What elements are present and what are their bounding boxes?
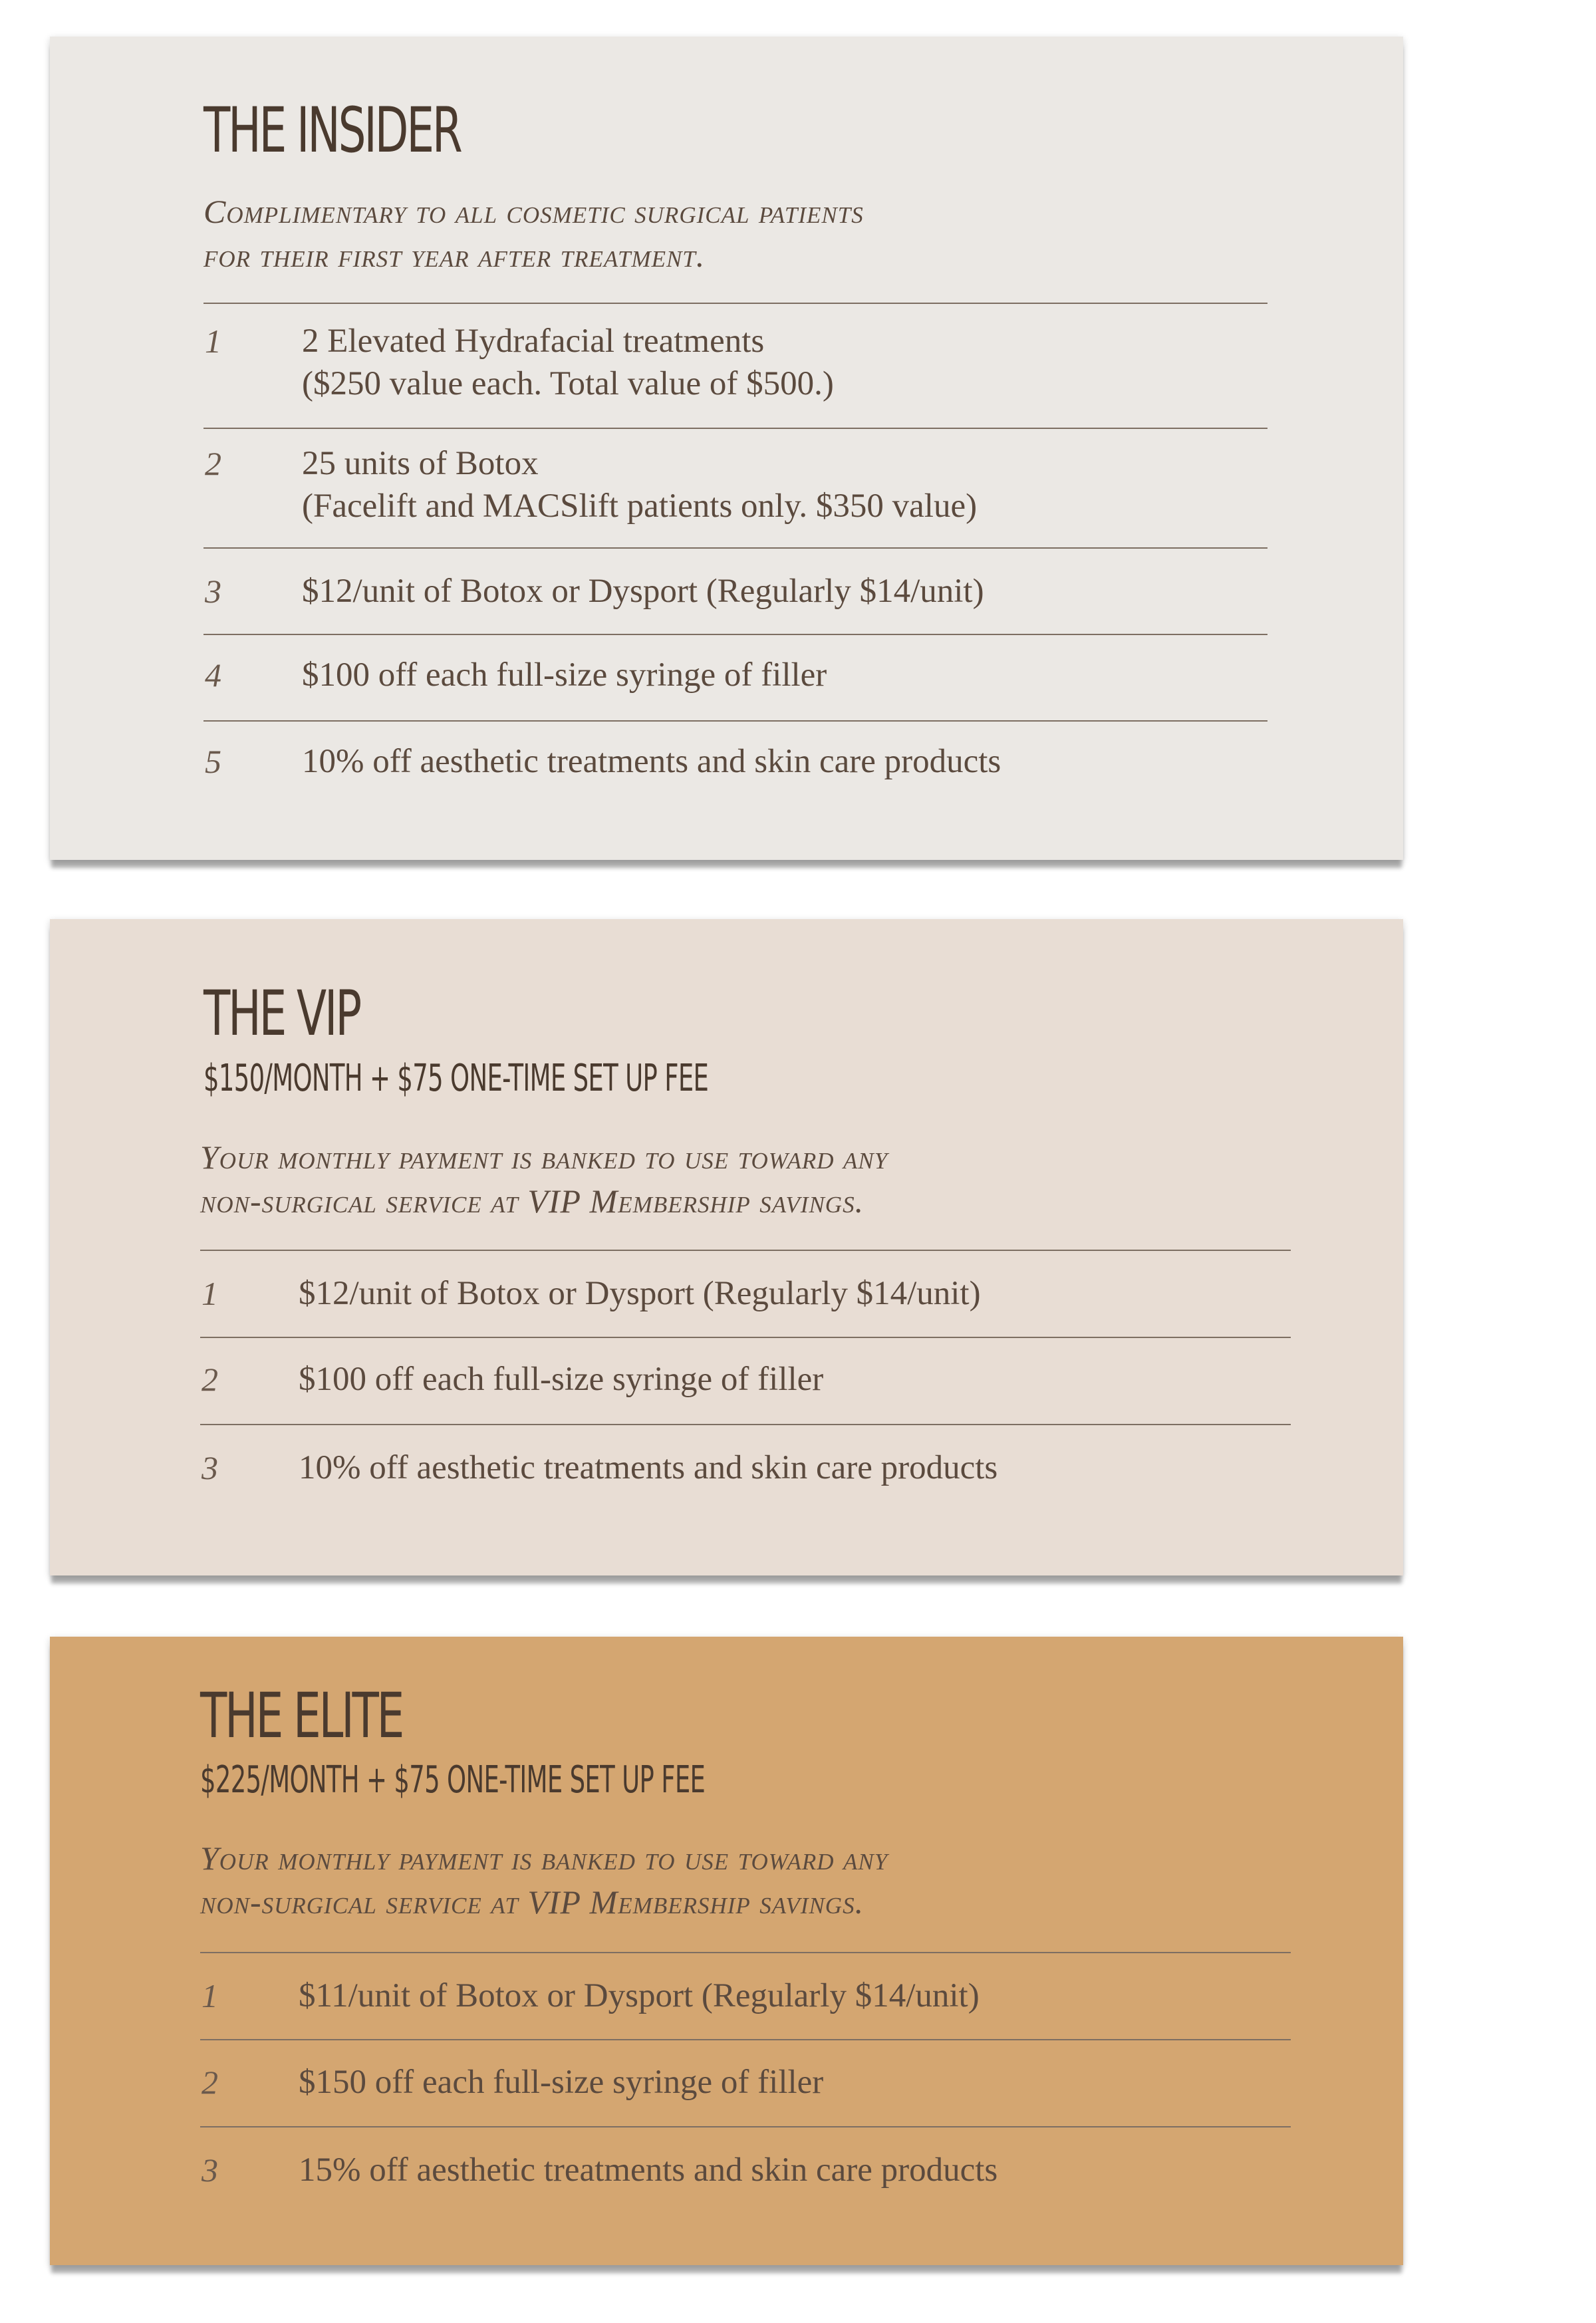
list-item (200, 2126, 1291, 2213)
card-subtitle: Complimentary to all cosmetic surgical patients for their first year after treatment. (203, 193, 864, 274)
item-number: 2 (201, 1361, 218, 1398)
card-title: THE ELITE (200, 1680, 403, 1752)
item-note: (Facelift and MACSlift patients only. $350 value) (302, 487, 978, 525)
item-number: 2 (201, 2064, 218, 2101)
item-label: 25 units of Botox (302, 445, 539, 482)
card-title: THE INSIDER (203, 94, 461, 167)
item-text: $150 off each full-size syringe of filler (299, 2064, 824, 2101)
list-item (203, 303, 1267, 428)
benefits-list (200, 1952, 1291, 2213)
card-subtitle: Your monthly payment is banked to use toward any non-surgical service at VIP Membership savings. (200, 1139, 888, 1220)
item-number: 3 (201, 1449, 218, 1486)
item-number: 5 (205, 743, 221, 780)
list-item (203, 720, 1267, 807)
elite-membership-card (50, 1637, 1403, 2265)
item-text: $12/unit of Botox or Dysport (Regularly $14/unit) (302, 573, 984, 610)
vip-membership-card (50, 919, 1403, 1575)
item-text: 15% off aesthetic treatments and skin care products (299, 2151, 998, 2189)
list-item (200, 1337, 1291, 1424)
item-text: 10% off aesthetic treatments and skin care products (299, 1449, 998, 1486)
price-line: $150/MONTH + $75 ONE-TIME SET UP FEE (203, 1057, 709, 1100)
benefits-list (203, 303, 1267, 807)
list-item (200, 1424, 1291, 1511)
item-text: $100 off each full-size syringe of filler (299, 1361, 824, 1398)
item-note: ($250 value each. Total value of $500.) (302, 365, 834, 402)
item-text: $11/unit of Botox or Dysport (Regularly $14/unit) (299, 1977, 980, 2014)
item-text: $12/unit of Botox or Dysport (Regularly $14/unit) (299, 1275, 981, 1312)
benefits-list (200, 1250, 1291, 1511)
item-number: 2 (205, 445, 221, 482)
item-text: 10% off aesthetic treatments and skin care products (302, 743, 1001, 780)
item-number: 1 (201, 1275, 218, 1312)
insider-membership-card (50, 37, 1403, 860)
item-number: 4 (205, 656, 221, 694)
card-subtitle: Your monthly payment is banked to use toward any non-surgical service at VIP Membership savings. (200, 1840, 888, 1921)
item-number: 1 (205, 323, 221, 360)
item-number: 1 (201, 1977, 218, 2014)
card-title: THE VIP (203, 978, 360, 1050)
list-item (200, 2039, 1291, 2126)
item-text (302, 320, 834, 405)
item-number: 3 (201, 2151, 218, 2189)
list-item (203, 547, 1267, 634)
list-item (200, 1952, 1291, 2039)
list-item (200, 1250, 1291, 1337)
item-label: 2 Elevated Hydrafacial treatments (302, 323, 765, 360)
item-text: $100 off each full-size syringe of filler (302, 656, 827, 694)
price-line: $225/MONTH + $75 ONE-TIME SET UP FEE (200, 1758, 706, 1802)
item-number: 3 (205, 573, 221, 610)
item-text (302, 442, 977, 527)
list-item (203, 428, 1267, 547)
list-item (203, 634, 1267, 720)
